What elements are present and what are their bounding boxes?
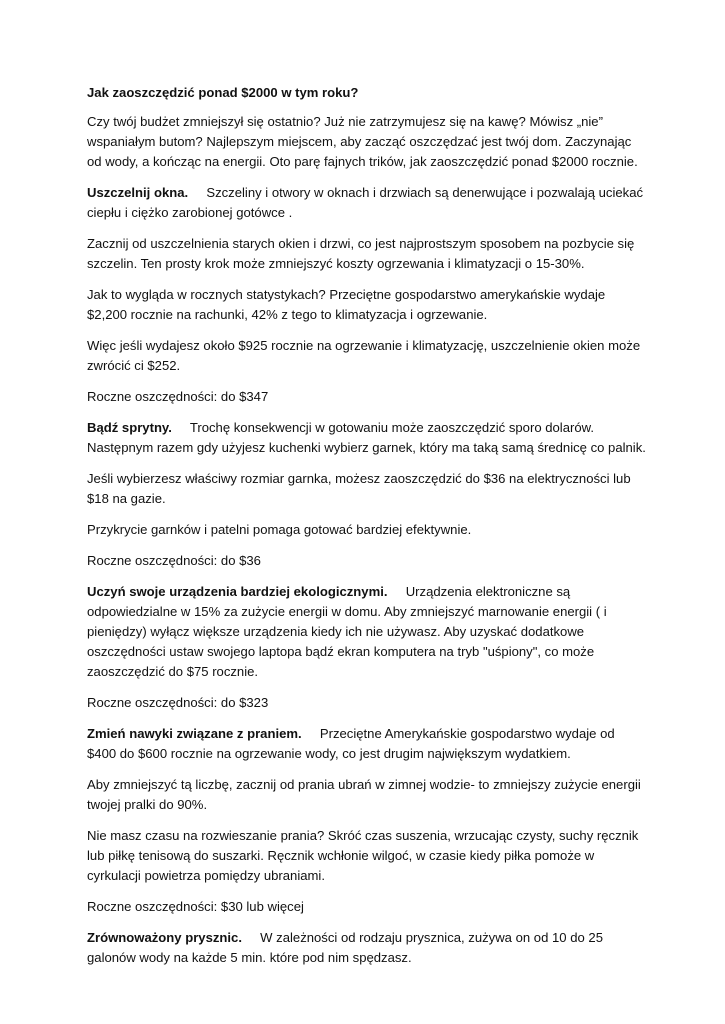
paragraph-heading: Bądź sprytny.	[87, 420, 172, 435]
paragraph-text: Szczeliny i otwory w oknach i drzwiach są denerwujące i pozwalają uciekać ciepłu i ciężko zarobionej gotówce .	[87, 185, 644, 220]
paragraph-text: Jeśli wybierzesz właściwy rozmiar garnka, możesz zaoszczędzić do $36 na elektryczności lub $18 na gazie.	[87, 471, 631, 506]
paragraph	[87, 234, 647, 274]
paragraph-heading: Uczyń swoje urządzenia bardziej ekologicznymi.	[87, 584, 388, 599]
document-body	[87, 112, 647, 968]
paragraph	[87, 520, 647, 540]
paragraph	[87, 469, 647, 509]
paragraph	[87, 775, 647, 815]
paragraph-text: Urządzenia elektroniczne są odpowiedzialne w 15% za zużycie energii w domu. Aby zmniejszyć marnowanie energii ( i pieniędzy) wyłącz większe urządzenia kiedy ich nie używasz. Aby uzyskać dodatkowe oszczędności ustaw swojego laptopa bądź ekran komputera na tryb "uśpiony", co może zaoszczędzić do $75 rocznie.	[87, 584, 607, 679]
paragraph	[87, 183, 647, 223]
paragraph	[87, 336, 647, 376]
paragraph-text: Przeciętne Amerykańskie gospodarstwo wydaje od $400 do $600 rocznie na ogrzewanie wody, co jest drugim największym wydatkiem.	[87, 726, 615, 761]
paragraph	[87, 285, 647, 325]
paragraph-text: Czy twój budżet zmniejszył się ostatnio? Już nie zatrzymujesz się na kawę? Mówisz „nie” wspaniałym butom? Najlepszym miejscem, aby zacząć oszczędzać jest twój dom. Zaczynając od wody, a kończąc na energii. Oto parę fajnych trików, jak zaoszczędzić ponad $2000 rocznie.	[87, 114, 638, 169]
paragraph	[87, 112, 647, 172]
paragraph-heading: Zmień nawyki związane z praniem.	[87, 726, 302, 741]
paragraph	[87, 826, 647, 886]
paragraph-text: Zacznij od uszczelnienia starych okien i drzwi, co jest najprostszym sposobem na pozbycie się szczelin. Ten prosty krok może zmniejszyć koszty ogrzewania i klimatyzacji o 15-30%.	[87, 236, 635, 271]
paragraph-text: Roczne oszczędności: $30 lub więcej	[87, 899, 304, 914]
paragraph	[87, 724, 647, 764]
paragraph-text: Nie masz czasu na rozwieszanie prania? Skróć czas suszenia, wrzucając czysty, suchy ręcznik lub piłkę tenisową do suszarki. Ręcznik wchłonie wilgoć, w czasie kiedy piłka pomoże w cyrkulacji powietrza pomiędzy ubraniami.	[87, 828, 639, 883]
paragraph-heading: Uszczelnij okna.	[87, 185, 189, 200]
paragraph	[87, 897, 647, 917]
paragraph	[87, 928, 647, 968]
paragraph-text: Trochę konsekwencji w gotowaniu może zaoszczędzić sporo dolarów. Następnym razem gdy użyjesz kuchenki wybierz garnek, który ma taką samą średnicę co palnik.	[87, 420, 646, 455]
paragraph	[87, 551, 647, 571]
paragraph-text: Przykrycie garnków i patelni pomaga gotować bardziej efektywnie.	[87, 522, 472, 537]
paragraph	[87, 693, 647, 713]
paragraph	[87, 387, 647, 407]
paragraph-text: Aby zmniejszyć tą liczbę, zacznij od prania ubrań w zimnej wodzie- to zmniejszy zużycie energii twojej pralki do 90%.	[87, 777, 641, 812]
paragraph	[87, 418, 647, 458]
paragraph-text: Roczne oszczędności: do $36	[87, 553, 261, 568]
document-page	[87, 83, 647, 979]
paragraph-text: Więc jeśli wydajesz około $925 rocznie na ogrzewanie i klimatyzację, uszczelnienie okien może zwrócić ci $252.	[87, 338, 641, 373]
paragraph-text: Jak to wygląda w rocznych statystykach? Przeciętne gospodarstwo amerykańskie wydaje $2,200 rocznie na rachunki, 42% z tego to klimatyzacja i ogrzewanie.	[87, 287, 606, 322]
paragraph	[87, 582, 647, 682]
paragraph-text: Roczne oszczędności: do $323	[87, 695, 269, 710]
paragraph-text: Roczne oszczędności: do $347	[87, 389, 269, 404]
document-title: Jak zaoszczędzić ponad $2000 w tym roku?	[87, 85, 359, 100]
paragraph-heading: Zrównoważony prysznic.	[87, 930, 242, 945]
paragraph-text: W zależności od rodzaju prysznica, zużywa on od 10 do 25 galonów wody na każde 5 min. które pod nim spędzasz.	[87, 930, 603, 965]
